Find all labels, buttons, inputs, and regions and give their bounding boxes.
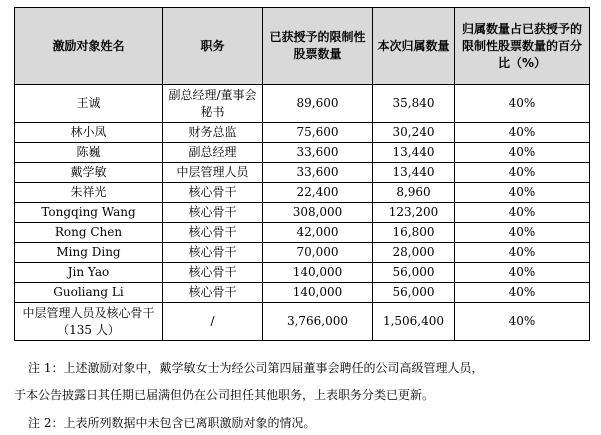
header-percent: 归属数量占已获授予的限制性股票数量的百分比（%） [455,8,590,85]
cell-granted: 75,600 [263,123,373,143]
cell-name: Jin Yao [15,263,163,283]
cell-granted: 308,000 [263,203,373,223]
cell-name: Guoliang Li [15,283,163,303]
cell-granted: 89,600 [263,85,373,123]
cell-percent: 40% [455,183,590,203]
cell-percent: 40% [455,123,590,143]
cell-position: 核心骨干 [163,183,263,203]
header-name: 激励对象姓名 [15,8,163,85]
cell-granted: 140,000 [263,283,373,303]
table-row [15,183,590,203]
cell-name: 戴学敏 [15,163,163,183]
cell-percent: 40% [455,143,590,163]
cell-percent: 40% [455,283,590,303]
cell-name: 林小凤 [15,123,163,143]
cell-name: 中层管理人员及核心骨干（135 人） [15,303,163,341]
cell-percent: 40% [455,85,590,123]
table-row [15,203,590,223]
cell-percent: 40% [455,243,590,263]
cell-percent: 40% [455,263,590,283]
table-row [15,283,590,303]
note-1-line-1: 注 1：上述激励对象中，戴学敏女士为经公司第四届董事会聘任的公司高级管理人员， [28,361,484,375]
cell-granted: 42,000 [263,223,373,243]
cell-percent: 40% [455,203,590,223]
table-row [15,163,590,183]
cell-percent: 40% [455,303,590,341]
table-row [15,123,590,143]
cell-vesting: 13,440 [373,163,455,183]
cell-vesting: 8,960 [373,183,455,203]
cell-position: 核心骨干 [163,263,263,283]
header-granted: 已获授予的限制性股票数量 [263,8,373,85]
table-row [15,243,590,263]
cell-position: 核心骨干 [163,283,263,303]
cell-granted: 140,000 [263,263,373,283]
table-row [15,223,590,243]
cell-vesting: 16,800 [373,223,455,243]
cell-vesting: 56,000 [373,263,455,283]
cell-name: Tongqing Wang [15,203,163,223]
cell-vesting: 56,000 [373,283,455,303]
cell-vesting: 30,240 [373,123,455,143]
cell-position: 核心骨干 [163,243,263,263]
cell-vesting: 1,506,400 [373,303,455,341]
cell-position: 副总经理/董事会秘书 [163,85,263,123]
cell-name: 朱祥光 [15,183,163,203]
cell-granted: 33,600 [263,163,373,183]
cell-granted: 3,766,000 [263,303,373,341]
cell-position: 财务总监 [163,123,263,143]
cell-name: Rong Chen [15,223,163,243]
table-row [15,85,590,123]
header-vesting: 本次归属数量 [373,8,455,85]
cell-vesting: 35,840 [373,85,455,123]
cell-percent: 40% [455,163,590,183]
note-2: 注 2：上表所列数据中未包含已离职激励对象的情况。 [28,416,316,430]
cell-vesting: 123,200 [373,203,455,223]
cell-position: / [163,303,263,341]
cell-position: 中层管理人员 [163,163,263,183]
cell-percent: 40% [455,223,590,243]
table-row [15,263,590,283]
cell-granted: 22,400 [263,183,373,203]
note-1-line-2: 于本公告披露日其任期已届满但仍在公司担任其他职务，上表职务分类已更新。 [14,388,435,402]
cell-name: Ming Ding [15,243,163,263]
cell-name: 陈巍 [15,143,163,163]
table-row-total [15,303,590,341]
cell-granted: 70,000 [263,243,373,263]
table-row [15,143,590,163]
cell-name: 王诚 [15,85,163,123]
cell-vesting: 13,440 [373,143,455,163]
cell-position: 核心骨干 [163,223,263,243]
header-position: 职务 [163,8,263,85]
cell-position: 副总经理 [163,143,263,163]
cell-position: 核心骨干 [163,203,263,223]
vesting-table [14,7,590,341]
cell-granted: 33,600 [263,143,373,163]
table-header-row [15,8,590,85]
cell-vesting: 28,000 [373,243,455,263]
